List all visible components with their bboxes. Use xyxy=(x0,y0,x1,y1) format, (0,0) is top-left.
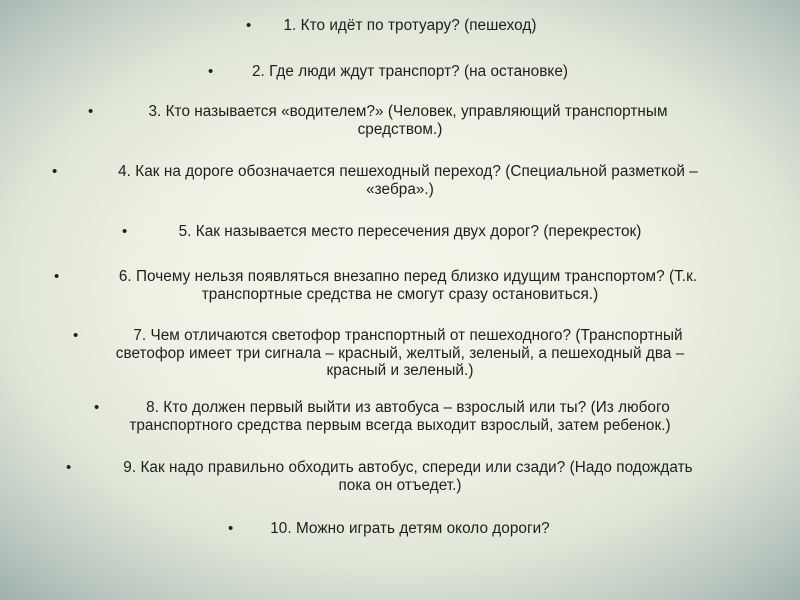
bullet-icon: • xyxy=(88,103,94,120)
bullet-icon: • xyxy=(246,17,252,34)
bullet-icon: • xyxy=(52,163,58,180)
question-item xyxy=(40,459,760,494)
question-line: транспортные средства не смогут сразу остановиться.) xyxy=(201,285,599,303)
question-item xyxy=(40,327,760,380)
bullet-icon: • xyxy=(73,327,79,344)
bullet-icon: • xyxy=(208,63,214,80)
question-line: 2. Где люди ждут транспорт? (на остановке) xyxy=(251,63,569,80)
question-line: 10. Можно играть детям около дороги? xyxy=(270,520,550,537)
question-item xyxy=(40,103,760,138)
question-item xyxy=(40,520,760,538)
question-line: 5. Как называется место пересечения двух дорог? (перекресток) xyxy=(178,223,642,240)
bullet-icon: • xyxy=(66,459,72,476)
question-line: красный и зеленый.) xyxy=(326,362,474,379)
question-item xyxy=(40,223,760,241)
question-line: 1. Кто идёт по тротуару? (пешеход) xyxy=(283,17,537,34)
question-line: средством.) xyxy=(357,120,443,138)
question-line: 4. Как на дороге обозначается пешеходный переход? (Специальной разметкой – xyxy=(118,163,698,180)
question-item xyxy=(40,268,760,303)
bullet-icon: • xyxy=(122,223,128,240)
question-line: 3. Кто называется «водителем?» (Человек, управляющий транспортным xyxy=(148,103,668,120)
bullet-icon: • xyxy=(228,520,234,537)
question-item xyxy=(40,63,760,81)
question-line: 6. Почему нельзя появляться внезапно перед близко идущим транспортом? (Т.к. xyxy=(118,268,698,285)
question-line: 9. Как надо правильно обходить автобус, спереди или сзади? (Надо подождать xyxy=(123,459,693,476)
question-item xyxy=(40,163,760,198)
bullet-icon: • xyxy=(54,268,60,285)
question-line: светофор имеет три сигнала – красный, желтый, зеленый, а пешеходный два – xyxy=(115,344,685,362)
question-line: пока он отъедет.) xyxy=(338,476,462,494)
bullet-icon: • xyxy=(94,399,100,416)
question-line: транспортного средства первым всегда выходит взрослый, затем ребенок.) xyxy=(129,416,671,434)
question-item xyxy=(40,17,760,35)
question-line: 7. Чем отличаются светофор транспортный от пешеходного? (Транспортный xyxy=(133,327,683,344)
question-line: «зебра».) xyxy=(366,180,434,198)
question-item xyxy=(40,399,760,434)
question-line: 8. Кто должен первый выйти из автобуса – взрослый или ты? (Из любого xyxy=(146,399,670,416)
